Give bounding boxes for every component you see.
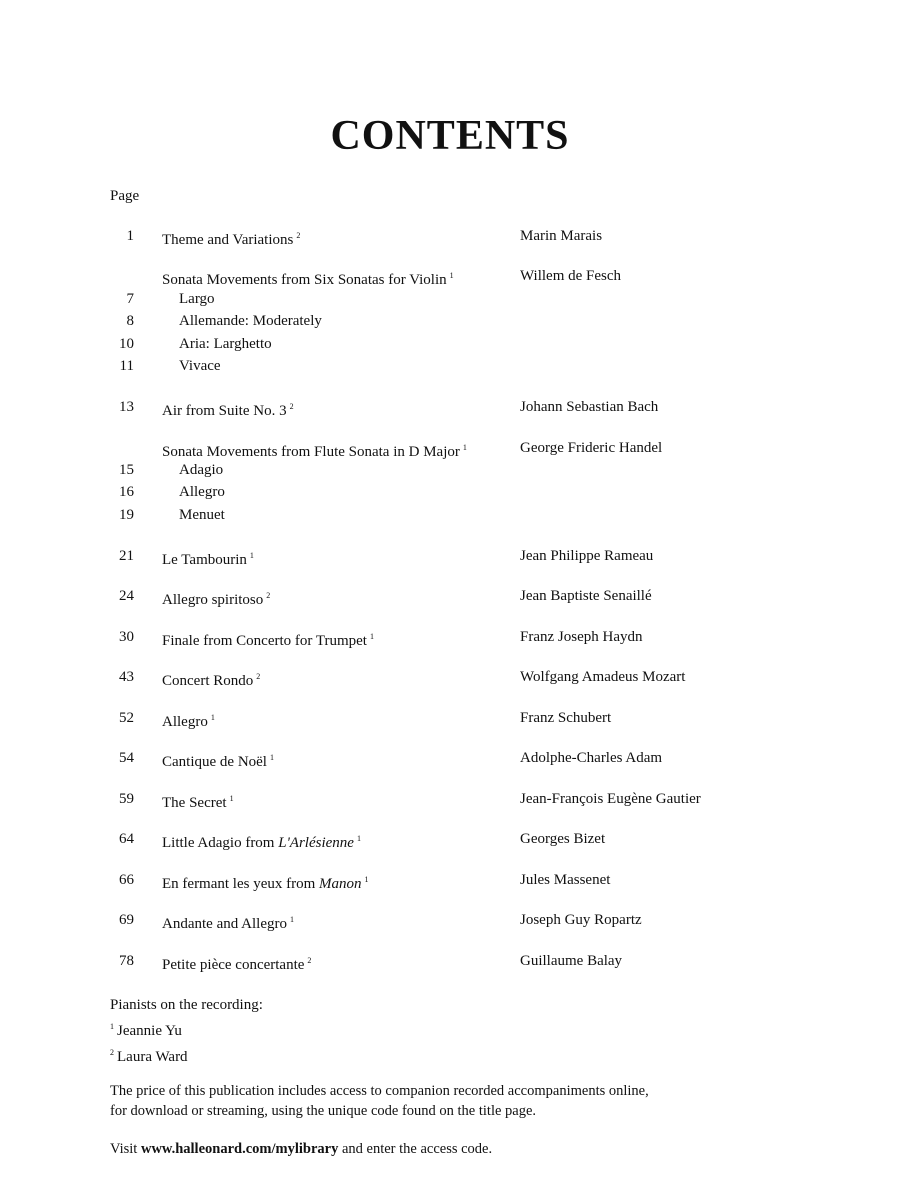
toc-row bbox=[0, 226, 900, 246]
toc-composer: Marin Marais bbox=[520, 228, 603, 244]
toc-piece-title bbox=[162, 438, 467, 462]
visit-suffix: and enter the access code. bbox=[338, 1141, 493, 1157]
notice-line: The price of this publication includes access to companion recorded accompaniments online, bbox=[110, 1083, 649, 1099]
page-title: CONTENTS bbox=[330, 113, 570, 159]
pianist-item: $^2$ Laura Ward bbox=[110, 1048, 188, 1065]
toc-row bbox=[0, 951, 900, 971]
toc-piece-title bbox=[162, 226, 300, 250]
toc-page-number: 52 bbox=[119, 710, 134, 726]
toc-composer: Jean Philippe Rameau bbox=[520, 548, 654, 564]
piece-title-text: Cantique de Noël bbox=[162, 754, 267, 770]
pianist-footnote-mark: 1 bbox=[364, 875, 369, 884]
piece-title-text: Allegro bbox=[162, 714, 208, 730]
toc-composer: Willem de Fesch bbox=[520, 268, 622, 284]
toc-page-number: 78 bbox=[119, 953, 134, 969]
toc-piece-title bbox=[179, 505, 225, 525]
pianist-footnote-mark: 1 bbox=[289, 915, 294, 924]
toc-piece-title bbox=[179, 311, 322, 331]
piece-title-text: Adagio bbox=[179, 462, 224, 478]
piece-title-text: Allemande: Moderately bbox=[179, 313, 322, 329]
toc-composer: Jean Baptiste Senaillé bbox=[520, 588, 652, 604]
pianist-footnote-mark: 2 bbox=[256, 672, 261, 681]
piece-title-text: Le Tambourin bbox=[162, 552, 247, 568]
toc-row bbox=[0, 356, 900, 376]
toc-composer: Guillaume Balay bbox=[520, 953, 623, 969]
toc-page-number: 59 bbox=[119, 791, 134, 807]
toc-composer: Adolphe-Charles Adam bbox=[520, 750, 663, 766]
pianist-footnote-mark: 2 bbox=[296, 231, 301, 240]
pianist-footnote-mark: 2 bbox=[266, 591, 271, 600]
toc-piece-title bbox=[162, 748, 274, 772]
toc-row bbox=[0, 870, 900, 890]
toc-piece-title bbox=[179, 289, 215, 309]
piece-title-text: The Secret bbox=[162, 795, 227, 811]
toc-page-number: 54 bbox=[119, 750, 134, 766]
toc-page-number: 15 bbox=[119, 462, 134, 478]
toc-piece-title bbox=[179, 482, 225, 502]
toc-piece-title bbox=[162, 789, 234, 813]
toc-page-number: 13 bbox=[119, 399, 134, 415]
toc-piece-title bbox=[162, 397, 294, 421]
toc-page-number: 1 bbox=[126, 228, 134, 244]
toc-page-number: 8 bbox=[126, 313, 134, 329]
pianist-footnote-mark: 1 bbox=[249, 551, 254, 560]
toc-row bbox=[0, 910, 900, 930]
toc-piece-title bbox=[162, 951, 311, 975]
piece-title-text: Allegro spiritoso bbox=[162, 592, 264, 608]
piece-title-text: Aria: Larghetto bbox=[179, 336, 272, 352]
toc-composer: Joseph Guy Ropartz bbox=[520, 912, 642, 928]
toc-piece-title bbox=[162, 910, 294, 934]
toc-row bbox=[0, 311, 900, 331]
toc-page-number: 66 bbox=[119, 872, 134, 888]
piece-title-text: Sonata Movements from Flute Sonata in D Major bbox=[162, 444, 460, 460]
toc-composer: Georges Bizet bbox=[520, 831, 606, 847]
piece-title-text: Petite pièce concertante bbox=[162, 957, 305, 973]
piece-title-text: Air from Suite No. 3 bbox=[162, 403, 287, 419]
toc-page-number: 10 bbox=[119, 336, 134, 352]
toc-composer: Wolfgang Amadeus Mozart bbox=[520, 669, 686, 685]
pianist-footnote-mark: 1 bbox=[462, 443, 467, 452]
toc-page-number: 19 bbox=[119, 507, 134, 523]
toc-page-number: 43 bbox=[119, 669, 134, 685]
pianist-footnote-mark: 1 bbox=[369, 632, 374, 641]
piece-title-text: Finale from Concerto for Trumpet bbox=[162, 633, 367, 649]
toc-piece-title bbox=[162, 829, 361, 853]
toc-row bbox=[0, 708, 900, 728]
toc-piece-title bbox=[162, 870, 369, 894]
toc-row bbox=[0, 505, 900, 525]
pianists-heading: Pianists on the recording: bbox=[110, 997, 263, 1013]
toc-page-number: 24 bbox=[119, 588, 134, 604]
toc-row bbox=[0, 748, 900, 768]
toc-piece-title bbox=[162, 546, 254, 570]
toc-piece-title bbox=[162, 266, 454, 290]
visit-line bbox=[110, 1139, 810, 1159]
notice-line: for download or streaming, using the unique code found on the title page. bbox=[110, 1103, 537, 1119]
toc-row bbox=[0, 397, 900, 417]
piece-title-text: Concert Rondo bbox=[162, 673, 254, 689]
pianist-footnote-mark: 1 bbox=[210, 713, 215, 722]
toc-row bbox=[0, 789, 900, 809]
toc-page-number: 21 bbox=[119, 548, 134, 564]
pianist-item: $^1$ Jeannie Yu bbox=[110, 1022, 182, 1039]
toc-row bbox=[0, 460, 900, 480]
toc-piece-title bbox=[162, 667, 260, 691]
toc-row bbox=[0, 667, 900, 687]
toc-piece-title bbox=[179, 460, 223, 480]
toc-row bbox=[0, 334, 900, 354]
toc-page-number: 16 bbox=[119, 484, 134, 500]
pianists-note bbox=[110, 994, 263, 1068]
toc-row bbox=[0, 627, 900, 647]
toc-page-number: 7 bbox=[126, 291, 134, 307]
visit-prefix: Visit bbox=[110, 1141, 141, 1157]
piece-title-italic: Manon bbox=[319, 876, 362, 892]
toc-composer: George Frideric Handel bbox=[520, 440, 663, 456]
toc-row bbox=[0, 266, 900, 286]
toc-page-number: 30 bbox=[119, 629, 134, 645]
toc-row bbox=[0, 482, 900, 502]
pianist-footnote-mark: 1 bbox=[449, 271, 454, 280]
toc-composer: Franz Schubert bbox=[520, 710, 612, 726]
piece-title-text: Theme and Variations bbox=[162, 232, 294, 248]
toc-row bbox=[0, 829, 900, 849]
piece-title-text: Menuet bbox=[179, 507, 225, 523]
toc-piece-title bbox=[162, 708, 215, 732]
page-column-label: Page bbox=[110, 188, 140, 204]
toc-row bbox=[0, 289, 900, 309]
piece-title-text: En fermant les yeux from bbox=[162, 876, 320, 892]
toc-composer: Jean-François Eugène Gautier bbox=[520, 791, 701, 807]
piece-title-text: Allegro bbox=[179, 484, 225, 500]
library-link[interactable]: www.halleonard.com/mylibrary bbox=[140, 1141, 339, 1157]
toc-composer: Franz Joseph Haydn bbox=[520, 629, 643, 645]
toc-piece-title bbox=[162, 627, 374, 651]
pianist-footnote-mark: 2 bbox=[307, 956, 312, 965]
toc-piece-title bbox=[179, 334, 272, 354]
toc-composer: Jules Massenet bbox=[520, 872, 611, 888]
toc-composer: Johann Sebastian Bach bbox=[520, 399, 659, 415]
pianist-footnote-mark: 1 bbox=[356, 834, 361, 843]
toc-row bbox=[0, 586, 900, 606]
toc-piece-title bbox=[179, 356, 221, 376]
piece-title-text: Sonata Movements from Six Sonatas for Violin bbox=[162, 272, 447, 288]
toc-row bbox=[0, 546, 900, 566]
pianist-footnote-mark: 1 bbox=[229, 794, 234, 803]
piece-title-text: Largo bbox=[179, 291, 215, 307]
piece-title-italic: L'Arlésienne bbox=[278, 835, 354, 851]
pianist-footnote-mark: 2 bbox=[289, 402, 294, 411]
access-notice bbox=[110, 1081, 810, 1121]
toc-row bbox=[0, 438, 900, 458]
toc-page-number: 69 bbox=[119, 912, 134, 928]
toc-page-number: 64 bbox=[119, 831, 134, 847]
toc-piece-title bbox=[162, 586, 270, 610]
piece-title-text: Little Adagio from bbox=[162, 835, 279, 851]
toc-page-number: 11 bbox=[119, 358, 134, 374]
piece-title-text: Andante and Allegro bbox=[162, 916, 287, 932]
piece-title-text: Vivace bbox=[179, 358, 221, 374]
pianist-footnote-mark: 1 bbox=[269, 753, 274, 762]
